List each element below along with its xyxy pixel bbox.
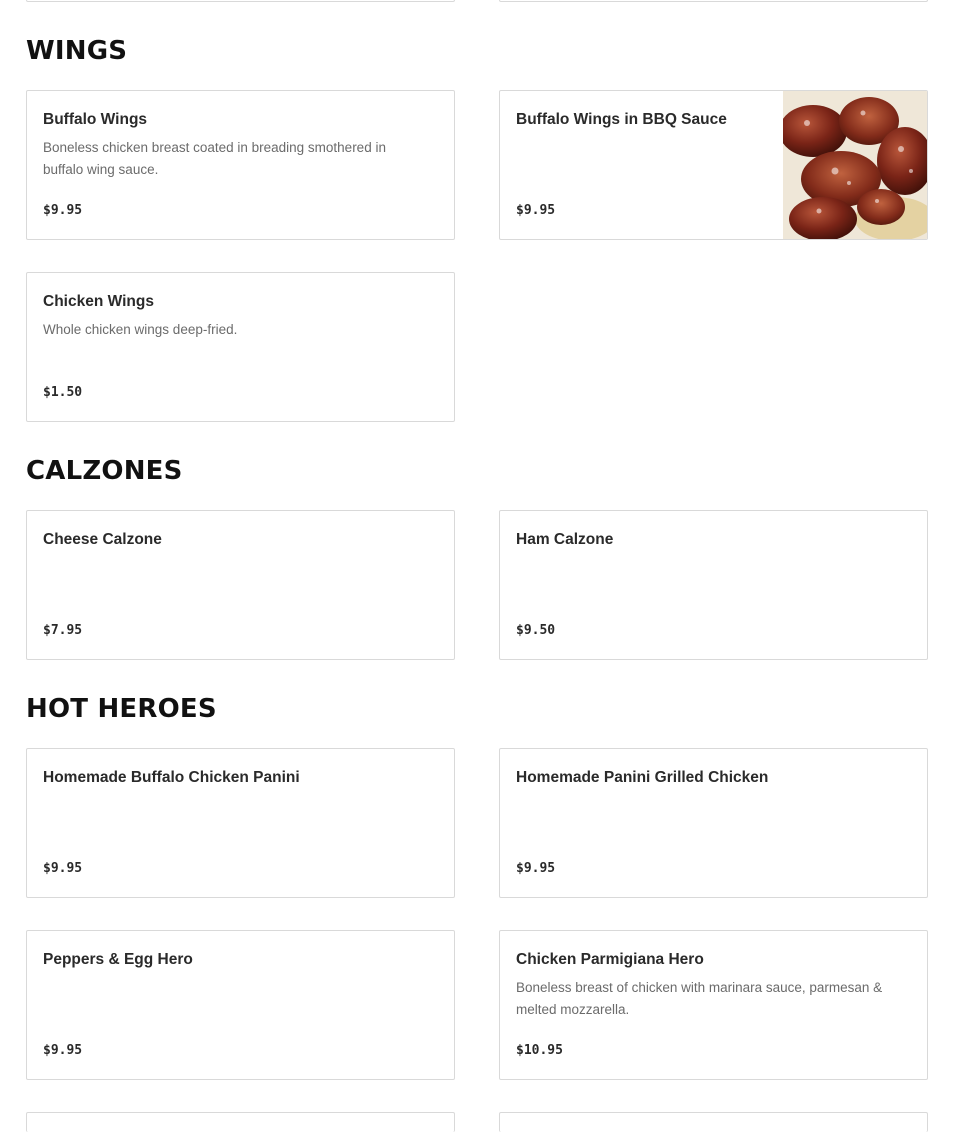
item-name: Buffalo Wings in BBQ Sauce	[516, 111, 727, 128]
item-name: Homemade Buffalo Chicken Panini	[43, 769, 300, 786]
item-name: Ham Calzone	[516, 531, 614, 548]
menu-item-card[interactable]	[26, 930, 455, 1080]
item-name: Homemade Panini Grilled Chicken	[516, 769, 769, 786]
item-price: $9.95	[43, 203, 83, 218]
menu-item-card[interactable]	[26, 748, 455, 898]
menu-item-card[interactable]	[26, 272, 455, 422]
item-price: $7.95	[43, 623, 83, 638]
section-title-hot-heroes: HOT HEROES	[26, 694, 217, 724]
section-title-calzones: CALZONES	[26, 456, 183, 486]
bbq-wings-photo	[783, 91, 927, 239]
menu-item-card[interactable]	[499, 930, 928, 1080]
item-name: Chicken Wings	[43, 293, 154, 310]
item-name: Chicken Parmigiana Hero	[516, 951, 704, 968]
item-name: Buffalo Wings	[43, 111, 148, 128]
item-price: $10.95	[516, 1043, 563, 1058]
menu-item-card-partial[interactable]	[26, 1112, 455, 1132]
menu-item-card[interactable]	[499, 748, 928, 898]
menu-item-card[interactable]	[26, 90, 455, 240]
item-price: $9.95	[43, 861, 83, 876]
item-price: $9.95	[516, 861, 556, 876]
menu-item-card-partial[interactable]	[26, 0, 455, 2]
item-price: $9.95	[516, 203, 556, 218]
menu-item-card[interactable]	[499, 90, 928, 240]
item-price: $9.50	[516, 623, 556, 638]
menu-item-card[interactable]	[499, 510, 928, 660]
item-description: Boneless chicken breast coated in breading smothered in buffalo wing sauce.	[43, 140, 386, 177]
menu-item-card-partial[interactable]	[499, 0, 928, 2]
section-title-wings: WINGS	[26, 36, 128, 66]
item-description: Whole chicken wings deep-fried.	[43, 322, 238, 337]
menu-item-card-partial[interactable]	[499, 1112, 928, 1132]
item-name: Cheese Calzone	[43, 531, 162, 548]
item-description: Boneless breast of chicken with marinara sauce, parmesan & melted mozzarella.	[516, 980, 883, 1017]
item-name: Peppers & Egg Hero	[43, 951, 193, 968]
item-price: $9.95	[43, 1043, 83, 1058]
menu-item-card[interactable]	[26, 510, 455, 660]
item-price: $1.50	[43, 385, 83, 400]
